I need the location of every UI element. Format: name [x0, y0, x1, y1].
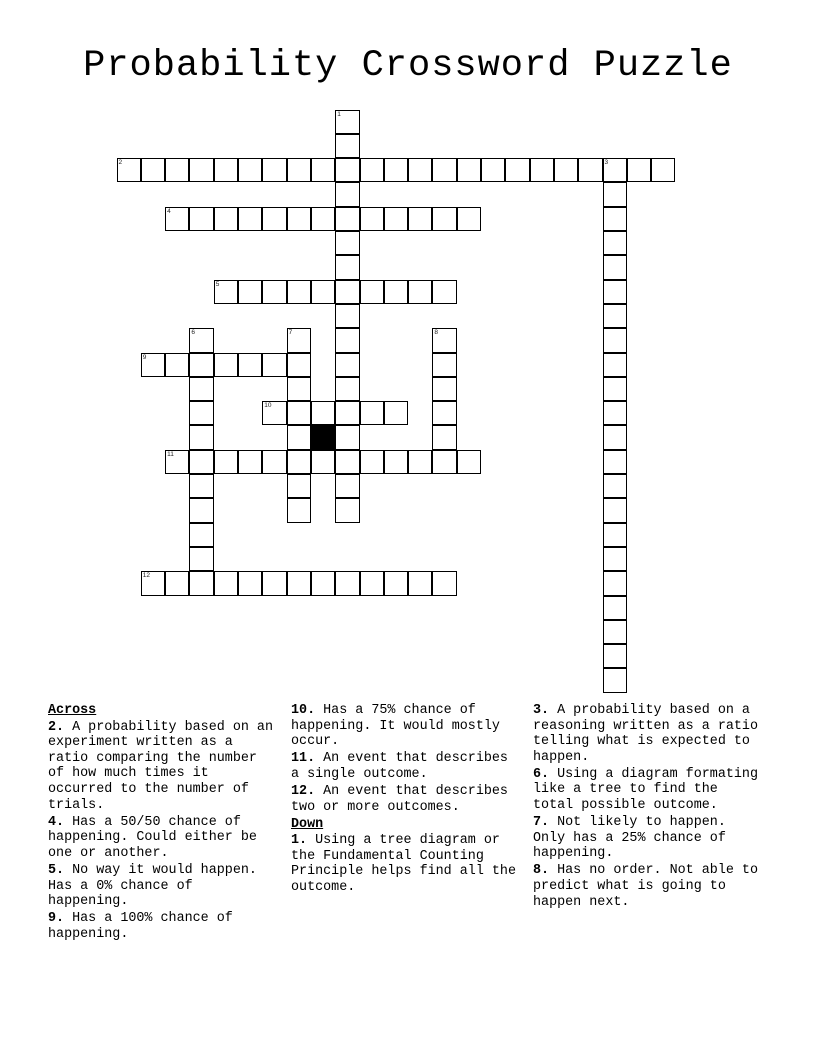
clue-item-text: Using a diagram formating like a tree to find the total possible outcome.: [533, 766, 759, 814]
grid-cell[interactable]: [603, 207, 627, 231]
grid-cell[interactable]: [189, 523, 213, 547]
grid-cell[interactable]: [335, 353, 359, 377]
grid-cell[interactable]: [238, 450, 262, 474]
grid-cell[interactable]: [603, 304, 627, 328]
grid-cell[interactable]: [603, 474, 627, 498]
grid-cell[interactable]: [603, 158, 627, 182]
grid-cell[interactable]: [408, 571, 432, 595]
grid-cell[interactable]: [603, 182, 627, 206]
clue-number: 8: [434, 329, 439, 337]
grid-cell[interactable]: [189, 425, 213, 449]
grid-cell[interactable]: [432, 280, 456, 304]
grid-cell[interactable]: [335, 134, 359, 158]
grid-cell[interactable]: [384, 158, 408, 182]
grid-cell[interactable]: [287, 353, 311, 377]
clue-item: [48, 863, 280, 910]
grid-cell[interactable]: [360, 450, 384, 474]
grid-cell[interactable]: [141, 158, 165, 182]
grid-cell[interactable]: [238, 280, 262, 304]
clue-number: 6: [191, 329, 196, 337]
clue-item: [291, 833, 523, 895]
clue-item-number: 4.: [48, 814, 65, 830]
grid-cell[interactable]: [505, 158, 529, 182]
grid-cell[interactable]: [360, 207, 384, 231]
clue-item-number: 8.: [533, 863, 550, 879]
grid-cell[interactable]: [262, 158, 286, 182]
grid-cell[interactable]: [214, 280, 238, 304]
clue-item-text: Has no order. Not able to predict what is going to happen next.: [533, 863, 759, 910]
grid-cell[interactable]: [311, 280, 335, 304]
clue-item-number: 3.: [533, 703, 550, 718]
grid-cell[interactable]: [384, 207, 408, 231]
grid-cell[interactable]: [287, 158, 311, 182]
grid-cell[interactable]: [335, 377, 359, 401]
grid-cell[interactable]: [432, 450, 456, 474]
clue-item-text: Has a 50/50 chance of happening. Could either be one or another.: [48, 814, 257, 861]
grid-cell[interactable]: [335, 474, 359, 498]
clue-item-text: An event that describes a single outcome.: [291, 751, 508, 782]
grid-cell[interactable]: [311, 571, 335, 595]
clue-number: 5: [215, 280, 220, 288]
grid-cell[interactable]: [335, 280, 359, 304]
grid-cell[interactable]: [603, 644, 627, 668]
grid-cell[interactable]: [335, 498, 359, 522]
grid-cell[interactable]: [408, 207, 432, 231]
clue-item-number: 9.: [48, 911, 65, 927]
grid-cell[interactable]: [603, 328, 627, 352]
grid-cell[interactable]: [432, 401, 456, 425]
clue-item: [291, 751, 523, 782]
grid-cell[interactable]: [603, 668, 627, 692]
grid-cell[interactable]: [262, 450, 286, 474]
grid-cell[interactable]: [287, 571, 311, 595]
grid-cell[interactable]: [335, 304, 359, 328]
grid-cell[interactable]: [335, 328, 359, 352]
grid-cell[interactable]: [238, 158, 262, 182]
page-title: Probability Crossword Puzzle: [83, 45, 733, 87]
grid-cell[interactable]: [384, 280, 408, 304]
grid-cell[interactable]: [335, 110, 359, 134]
grid-cell[interactable]: [530, 158, 554, 182]
grid-cell[interactable]: [262, 401, 286, 425]
grid-cell[interactable]: [238, 207, 262, 231]
grid-cell[interactable]: [335, 450, 359, 474]
grid-cell[interactable]: [189, 377, 213, 401]
grid-cell[interactable]: [335, 207, 359, 231]
grid-cell[interactable]: [335, 158, 359, 182]
grid-cell[interactable]: [481, 158, 505, 182]
clue-section-heading: Down: [291, 816, 324, 832]
grid-cell[interactable]: [384, 571, 408, 595]
clue-number: 1: [337, 110, 341, 118]
grid-cell[interactable]: [165, 158, 189, 182]
clue-number: 11: [167, 450, 174, 458]
clue-item-number: 1.: [291, 833, 308, 849]
grid-cell[interactable]: [554, 158, 578, 182]
grid-cell[interactable]: [603, 547, 627, 571]
grid-cell[interactable]: [627, 158, 651, 182]
grid-cell[interactable]: [165, 571, 189, 595]
grid-cell[interactable]: [117, 158, 141, 182]
clue-item-number: 7.: [533, 815, 550, 831]
clue-number: 12: [142, 572, 151, 580]
grid-cell[interactable]: [384, 401, 408, 425]
grid-cell[interactable]: [360, 401, 384, 425]
grid-cell[interactable]: [189, 401, 213, 425]
clue-item: [48, 815, 280, 862]
grid-cell[interactable]: [189, 498, 213, 522]
grid-cell[interactable]: [335, 571, 359, 595]
clue-item: [48, 911, 280, 942]
grid-cell[interactable]: [214, 207, 238, 231]
grid-cell[interactable]: [214, 450, 238, 474]
grid-cell[interactable]: [287, 450, 311, 474]
clues-column-2: [291, 703, 523, 897]
grid-cell[interactable]: [603, 620, 627, 644]
clue-item: [533, 815, 765, 862]
clue-item: [291, 703, 523, 750]
grid-cell[interactable]: [287, 280, 311, 304]
grid-cell[interactable]: [603, 377, 627, 401]
grid-cell[interactable]: [189, 158, 213, 182]
grid-cell[interactable]: [457, 158, 481, 182]
grid-cell[interactable]: [189, 571, 213, 595]
clues-column-1: [48, 703, 280, 944]
grid-cell[interactable]: [603, 596, 627, 620]
clue-number: 7: [288, 329, 293, 337]
clue-item-text: No way it would happen. Has a 0% chance of happening.: [48, 862, 257, 910]
grid-cell[interactable]: [432, 328, 456, 352]
grid-cell[interactable]: [141, 353, 165, 377]
grid-cell[interactable]: [432, 571, 456, 595]
grid-cell[interactable]: [262, 280, 286, 304]
grid-cell[interactable]: [287, 377, 311, 401]
grid-cell[interactable]: [408, 450, 432, 474]
clue-item: [291, 784, 523, 815]
clue-item-text: A probability based on an experiment written as a ratio comparing the number of how much times it occurred to the number of trials.: [48, 719, 274, 813]
grid-cell[interactable]: [311, 450, 335, 474]
clue-item-text: Has a 100% chance of happening.: [48, 911, 233, 942]
grid-cell[interactable]: [457, 207, 481, 231]
grid-cell[interactable]: [287, 425, 311, 449]
grid-cell[interactable]: [457, 450, 481, 474]
clue-number: 9: [142, 353, 147, 361]
clue-item: [533, 863, 765, 910]
grid-cell[interactable]: [214, 158, 238, 182]
grid-cell[interactable]: [335, 182, 359, 206]
grid-cell[interactable]: [578, 158, 602, 182]
grid-cell[interactable]: [384, 450, 408, 474]
grid-cell[interactable]: [408, 280, 432, 304]
grid-cell[interactable]: [432, 207, 456, 231]
grid-cell[interactable]: [603, 523, 627, 547]
grid-cell[interactable]: [165, 207, 189, 231]
grid-cell[interactable]: [311, 158, 335, 182]
black-cell: [311, 425, 335, 449]
clue-section-heading: Across: [48, 703, 97, 718]
grid-cell[interactable]: [287, 498, 311, 522]
clue-item-text: Using a tree diagram or the Fundamental Counting Principle helps find all the outcome.: [291, 833, 516, 896]
grid-cell[interactable]: [603, 353, 627, 377]
grid-cell[interactable]: [432, 158, 456, 182]
clues-column-3: [533, 703, 765, 912]
grid-cell[interactable]: [262, 207, 286, 231]
grid-cell[interactable]: [651, 158, 675, 182]
clue-item: [48, 720, 280, 814]
grid-cell[interactable]: [189, 547, 213, 571]
clue-item-text: A probability based on a reasoning written as a ratio telling what is expected to happen.: [533, 703, 758, 765]
clue-number: 3: [604, 159, 609, 167]
grid-cell[interactable]: [603, 498, 627, 522]
grid-cell[interactable]: [432, 353, 456, 377]
grid-cell[interactable]: [432, 425, 456, 449]
grid-cell[interactable]: [262, 571, 286, 595]
clue-item-number: 5.: [48, 862, 65, 878]
grid-cell[interactable]: [214, 353, 238, 377]
grid-cell[interactable]: [214, 571, 238, 595]
clue-number: 4: [167, 207, 171, 215]
grid-cell[interactable]: [287, 401, 311, 425]
grid-cell[interactable]: [432, 377, 456, 401]
grid-cell[interactable]: [603, 401, 627, 425]
grid-cell[interactable]: [189, 353, 213, 377]
grid-cell[interactable]: [311, 207, 335, 231]
grid-cell[interactable]: [287, 207, 311, 231]
grid-cell[interactable]: [603, 425, 627, 449]
grid-cell[interactable]: [603, 231, 627, 255]
grid-cell[interactable]: [287, 328, 311, 352]
clue-item-number: 2.: [48, 719, 65, 735]
clue-item-number: 11.: [291, 751, 316, 767]
grid-cell[interactable]: [238, 571, 262, 595]
grid-cell[interactable]: [360, 158, 384, 182]
grid-cell[interactable]: [335, 401, 359, 425]
clue-item-text: Not likely to happen. Only has a 25% chance of happening.: [533, 815, 726, 862]
grid-cell[interactable]: [165, 353, 189, 377]
clue-item-text: An event that describes two or more outcomes.: [291, 783, 508, 815]
grid-cell[interactable]: [603, 255, 627, 279]
grid-cell[interactable]: [335, 255, 359, 279]
grid-cell[interactable]: [238, 353, 262, 377]
clue-item-text: Has a 75% chance of happening. It would mostly occur.: [291, 703, 500, 750]
grid-cell[interactable]: [189, 328, 213, 352]
grid-cell[interactable]: [603, 450, 627, 474]
grid-cell[interactable]: [360, 280, 384, 304]
grid-cell[interactable]: [335, 425, 359, 449]
grid-cell[interactable]: [603, 571, 627, 595]
clue-item: [533, 703, 765, 765]
grid-cell[interactable]: [262, 353, 286, 377]
grid-cell[interactable]: [189, 474, 213, 498]
grid-cell[interactable]: [189, 207, 213, 231]
clue-number: 10: [264, 402, 272, 410]
clue-item-number: 6.: [533, 766, 550, 782]
grid-cell[interactable]: [335, 231, 359, 255]
clue-item: [533, 767, 765, 814]
grid-cell[interactable]: [360, 571, 384, 595]
clue-item-number: 10.: [291, 703, 316, 718]
clue-number: 2: [118, 159, 123, 167]
grid-cell[interactable]: [165, 450, 189, 474]
grid-cell[interactable]: [408, 158, 432, 182]
grid-cell[interactable]: [287, 474, 311, 498]
grid-cell[interactable]: [311, 401, 335, 425]
clue-item-number: 12.: [291, 783, 316, 799]
grid-cell[interactable]: [189, 450, 213, 474]
grid-cell[interactable]: [603, 280, 627, 304]
grid-cell[interactable]: [141, 571, 165, 595]
